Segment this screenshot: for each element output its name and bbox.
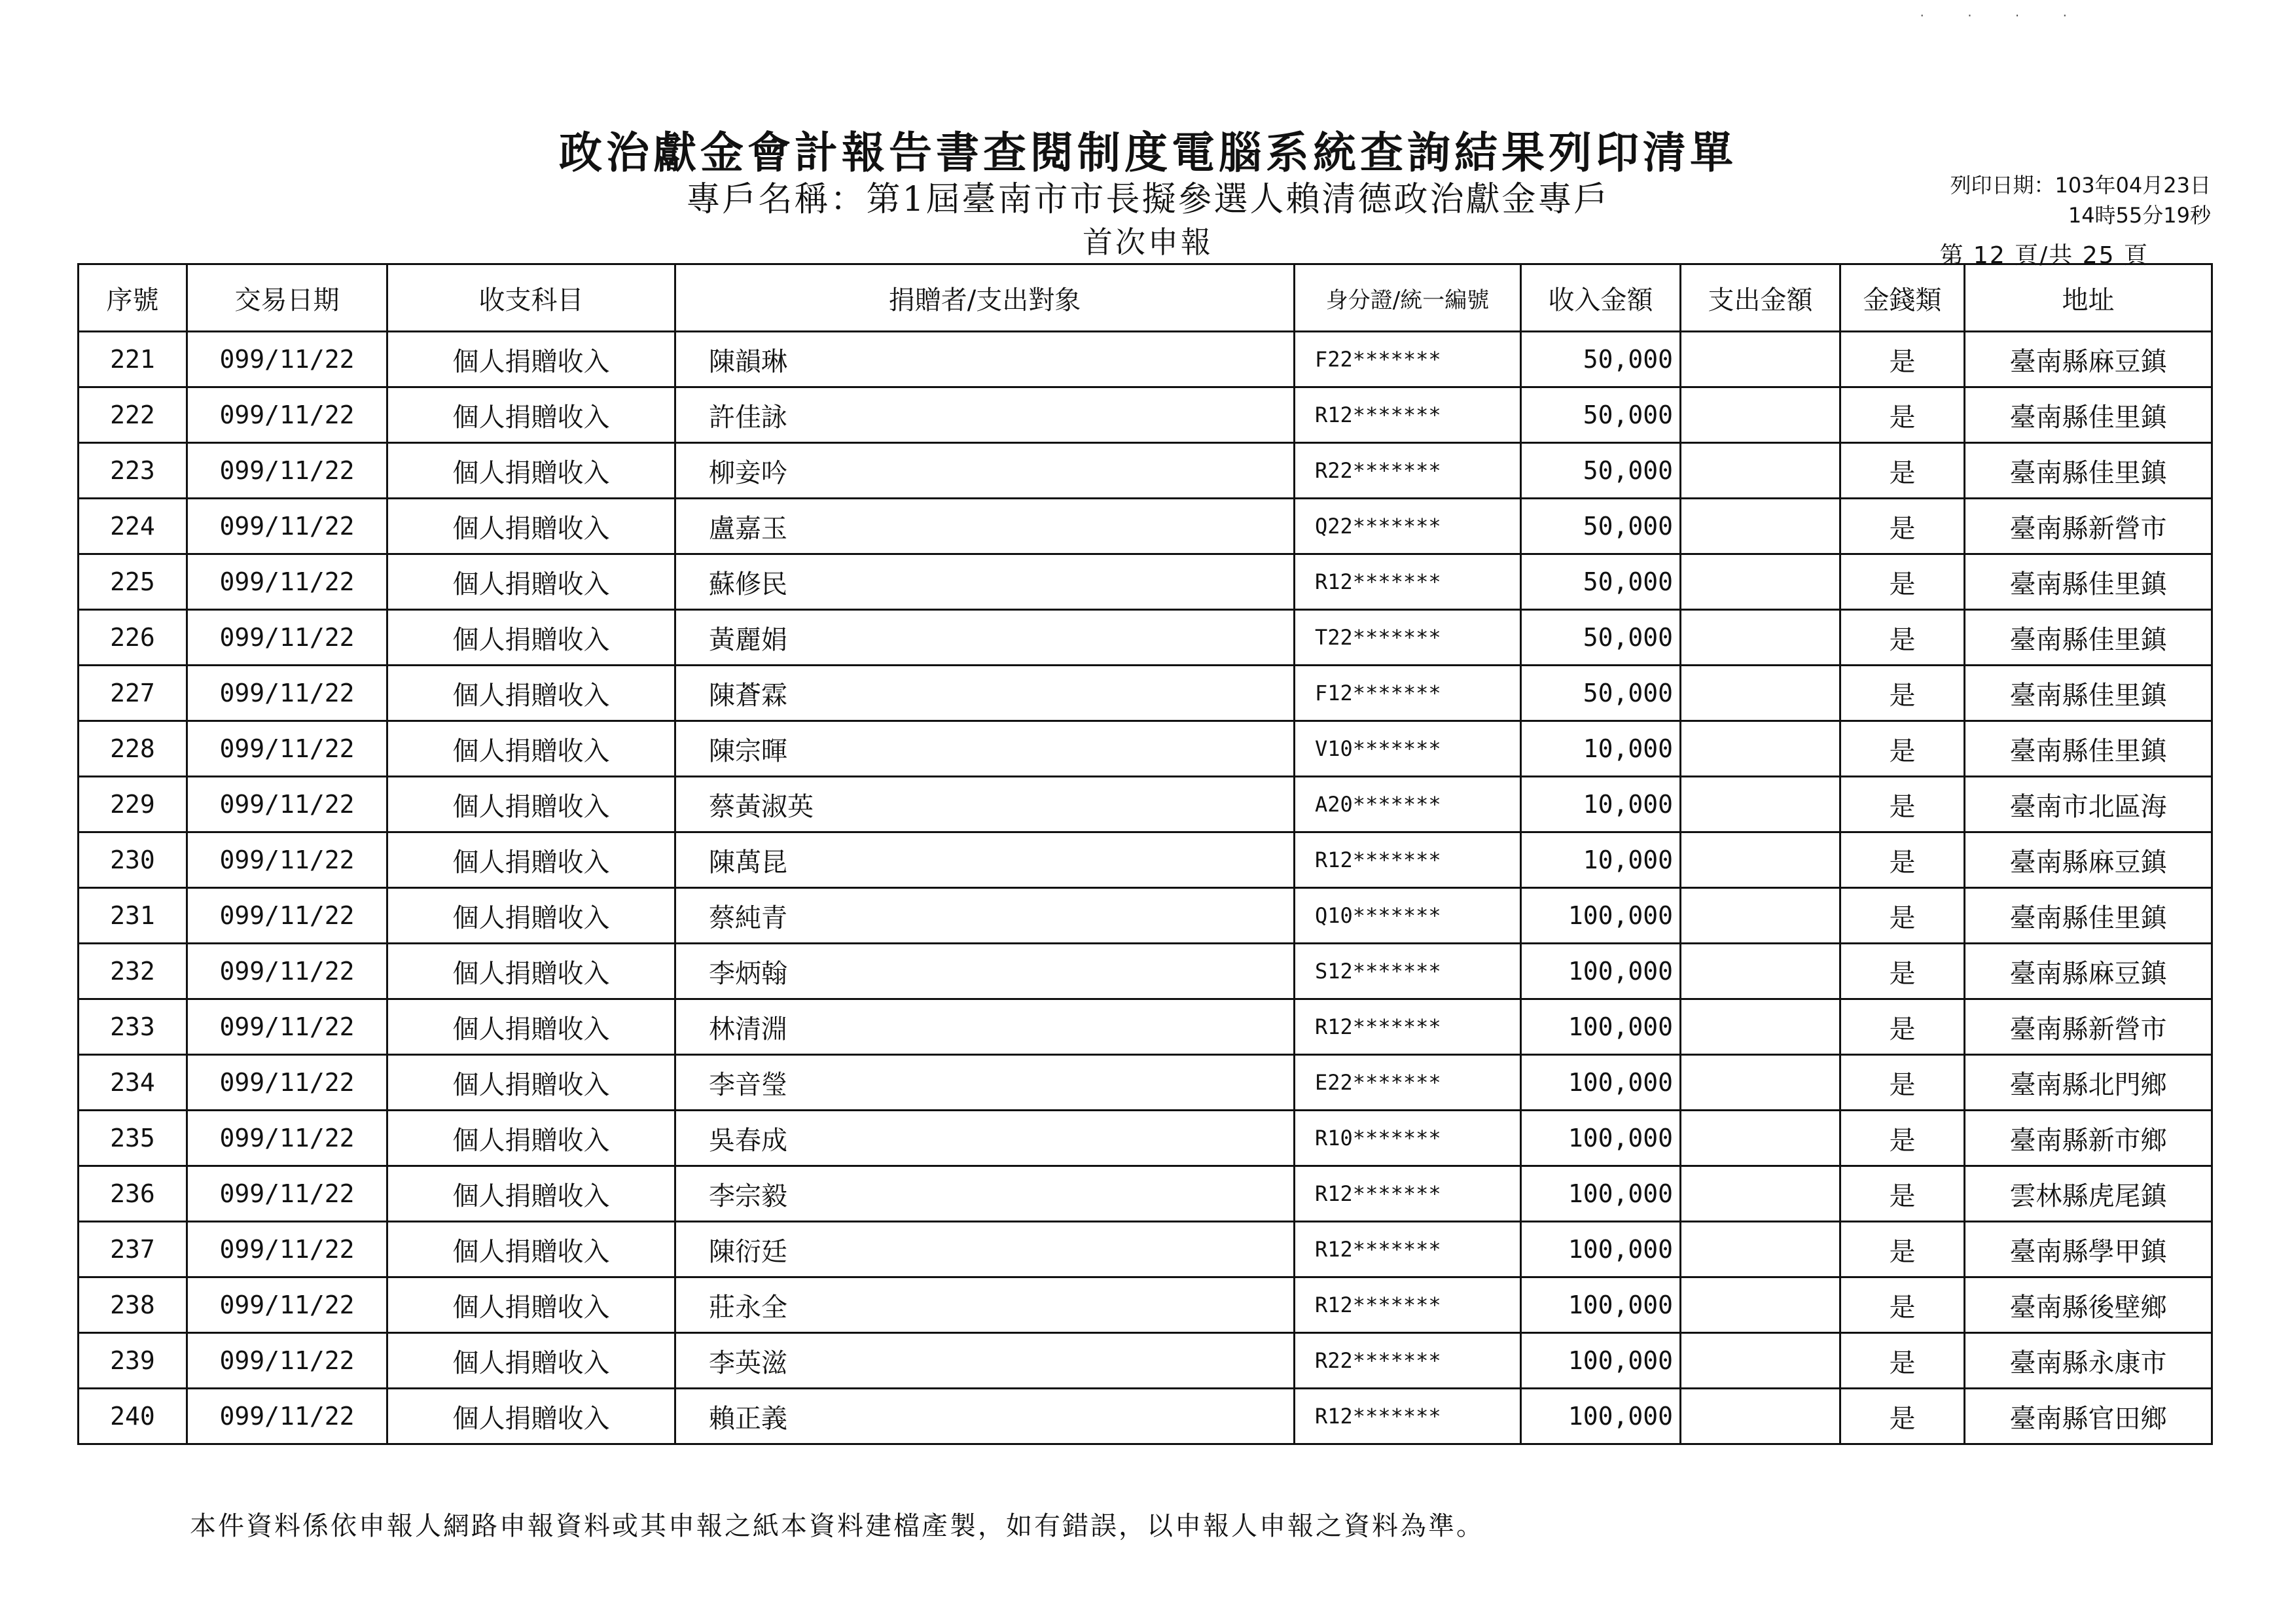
cell-expense [1681, 999, 1840, 1055]
cell-cash: 是 [1840, 721, 1965, 777]
cell-address: 臺南縣北門鄉 [1965, 1055, 2212, 1111]
print-time-line: 14時55分19秒 [2068, 203, 2211, 228]
cell-item: 個人捐贈收入 [387, 443, 675, 499]
cell-expense [1681, 888, 1840, 944]
cell-expense [1681, 832, 1840, 888]
cell-item: 個人捐贈收入 [387, 1111, 675, 1166]
cell-date: 099/11/22 [187, 1222, 387, 1277]
cell-item: 個人捐贈收入 [387, 1277, 675, 1333]
col-header-date: 交易日期 [187, 264, 387, 332]
cell-income: 50,000 [1521, 666, 1681, 721]
cell-cash: 是 [1840, 1333, 1965, 1389]
cell-id: T22******* [1295, 610, 1521, 666]
cell-expense [1681, 610, 1840, 666]
cell-item: 個人捐贈收入 [387, 1166, 675, 1222]
cell-income: 100,000 [1521, 1166, 1681, 1222]
cell-seq: 224 [79, 499, 187, 554]
cell-seq: 223 [79, 443, 187, 499]
cell-cash: 是 [1840, 610, 1965, 666]
cell-income: 50,000 [1521, 332, 1681, 387]
cell-item: 個人捐贈收入 [387, 332, 675, 387]
cell-party: 李英滋 [675, 1333, 1295, 1389]
cell-date: 099/11/22 [187, 666, 387, 721]
col-header-income: 收入金額 [1521, 264, 1681, 332]
cell-address: 臺南縣佳里鎮 [1965, 387, 2212, 443]
cell-expense [1681, 1277, 1840, 1333]
cell-expense [1681, 554, 1840, 610]
col-header-item: 收支科目 [387, 264, 675, 332]
filing-type: 首次申報 [1083, 224, 1213, 260]
cell-expense [1681, 1333, 1840, 1389]
cell-seq: 237 [79, 1222, 187, 1277]
cell-id: Q10******* [1295, 888, 1521, 944]
cell-date: 099/11/22 [187, 999, 387, 1055]
cell-party: 陳韻琳 [675, 332, 1295, 387]
cell-party: 賴正義 [675, 1389, 1295, 1444]
cell-cash: 是 [1840, 1055, 1965, 1111]
cell-item: 個人捐贈收入 [387, 944, 675, 999]
cell-address: 臺南縣官田鄉 [1965, 1389, 2212, 1444]
cell-seq: 235 [79, 1111, 187, 1166]
cell-income: 50,000 [1521, 499, 1681, 554]
cell-party: 蘇修民 [675, 554, 1295, 610]
cell-id: V10******* [1295, 721, 1521, 777]
cell-cash: 是 [1840, 332, 1965, 387]
cell-expense [1681, 332, 1840, 387]
table-row [79, 999, 2212, 1055]
account-name: 專戶名稱：第1屆臺南市市長擬參選人賴清德政治獻金專戶 [686, 180, 1610, 219]
cell-party: 許佳詠 [675, 387, 1295, 443]
cell-date: 099/11/22 [187, 721, 387, 777]
table-row [79, 1055, 2212, 1111]
cell-id: A20******* [1295, 777, 1521, 832]
cell-income: 50,000 [1521, 610, 1681, 666]
cell-seq: 239 [79, 1333, 187, 1389]
cell-cash: 是 [1840, 832, 1965, 888]
cell-cash: 是 [1840, 777, 1965, 832]
cell-party: 李炳翰 [675, 944, 1295, 999]
cell-seq: 230 [79, 832, 187, 888]
cell-party: 陳萬昆 [675, 832, 1295, 888]
cell-income: 100,000 [1521, 1333, 1681, 1389]
cell-address: 臺南縣學甲鎮 [1965, 1222, 2212, 1277]
cell-item: 個人捐贈收入 [387, 888, 675, 944]
cell-address: 臺南縣新營市 [1965, 499, 2212, 554]
cell-date: 099/11/22 [187, 1333, 387, 1389]
cell-seq: 226 [79, 610, 187, 666]
cell-date: 099/11/22 [187, 832, 387, 888]
cell-income: 50,000 [1521, 387, 1681, 443]
cell-date: 099/11/22 [187, 332, 387, 387]
cell-id: R12******* [1295, 832, 1521, 888]
table-header-row [79, 264, 2212, 332]
cell-income: 10,000 [1521, 721, 1681, 777]
cell-seq: 231 [79, 888, 187, 944]
cell-id: R12******* [1295, 999, 1521, 1055]
cell-cash: 是 [1840, 1222, 1965, 1277]
cell-expense [1681, 1222, 1840, 1277]
cell-income: 100,000 [1521, 1389, 1681, 1444]
cell-address: 雲林縣虎尾鎮 [1965, 1166, 2212, 1222]
cell-income: 100,000 [1521, 1111, 1681, 1166]
col-header-cash: 金錢類 [1840, 264, 1965, 332]
cell-date: 099/11/22 [187, 387, 387, 443]
cell-date: 099/11/22 [187, 554, 387, 610]
table-row [79, 1389, 2212, 1444]
table-row [79, 443, 2212, 499]
page-indicator: 第 12 頁/共 25 頁 [1939, 242, 2149, 269]
cell-item: 個人捐贈收入 [387, 721, 675, 777]
cell-address: 臺南縣佳里鎮 [1965, 554, 2212, 610]
table-row [79, 1333, 2212, 1389]
cell-address: 臺南縣佳里鎮 [1965, 443, 2212, 499]
cell-cash: 是 [1840, 666, 1965, 721]
table-body [79, 332, 2212, 1444]
cell-id: R12******* [1295, 387, 1521, 443]
cell-party: 盧嘉玉 [675, 499, 1295, 554]
cell-seq: 229 [79, 777, 187, 832]
table-row [79, 1277, 2212, 1333]
cell-item: 個人捐贈收入 [387, 1222, 675, 1277]
cell-seq: 233 [79, 999, 187, 1055]
cell-item: 個人捐贈收入 [387, 387, 675, 443]
cell-item: 個人捐贈收入 [387, 666, 675, 721]
cell-income: 100,000 [1521, 999, 1681, 1055]
cell-id: F22******* [1295, 332, 1521, 387]
table-row [79, 944, 2212, 999]
table-row [79, 499, 2212, 554]
cell-expense [1681, 443, 1840, 499]
table-row [79, 1222, 2212, 1277]
cell-address: 臺南縣新市鄉 [1965, 1111, 2212, 1166]
col-header-id: 身分證/統一編號 [1295, 264, 1521, 332]
cell-party: 柳妾吟 [675, 443, 1295, 499]
cell-id: F12******* [1295, 666, 1521, 721]
cell-expense [1681, 1166, 1840, 1222]
scan-specks: · · · · [1920, 8, 2087, 24]
cell-date: 099/11/22 [187, 1166, 387, 1222]
cell-seq: 221 [79, 332, 187, 387]
cell-item: 個人捐贈收入 [387, 610, 675, 666]
cell-party: 陳蒼霖 [675, 666, 1295, 721]
table-row [79, 721, 2212, 777]
cell-date: 099/11/22 [187, 610, 387, 666]
cell-income: 100,000 [1521, 1055, 1681, 1111]
cell-party: 陳宗暉 [675, 721, 1295, 777]
cell-cash: 是 [1840, 387, 1965, 443]
cell-id: R22******* [1295, 1333, 1521, 1389]
cell-cash: 是 [1840, 944, 1965, 999]
cell-income: 100,000 [1521, 944, 1681, 999]
cell-cash: 是 [1840, 443, 1965, 499]
page-title: 政治獻金會計報告書查閱制度電腦系統查詢結果列印清單 [559, 127, 1737, 178]
cell-item: 個人捐贈收入 [387, 1055, 675, 1111]
cell-expense [1681, 1389, 1840, 1444]
cell-address: 臺南市北區海 [1965, 777, 2212, 832]
col-header-address: 地址 [1965, 264, 2212, 332]
cell-cash: 是 [1840, 888, 1965, 944]
cell-expense [1681, 387, 1840, 443]
cell-id: E22******* [1295, 1055, 1521, 1111]
cell-expense [1681, 1111, 1840, 1166]
cell-expense [1681, 944, 1840, 999]
cell-expense [1681, 499, 1840, 554]
cell-expense [1681, 721, 1840, 777]
cell-date: 099/11/22 [187, 944, 387, 999]
cell-cash: 是 [1840, 1389, 1965, 1444]
table-row [79, 1166, 2212, 1222]
cell-id: R22******* [1295, 443, 1521, 499]
col-header-seq: 序號 [79, 264, 187, 332]
cell-party: 蔡黃淑英 [675, 777, 1295, 832]
cell-date: 099/11/22 [187, 499, 387, 554]
table-row [79, 332, 2212, 387]
cell-item: 個人捐贈收入 [387, 832, 675, 888]
cell-id: R12******* [1295, 1389, 1521, 1444]
cell-expense [1681, 666, 1840, 721]
donation-ledger-table [77, 263, 2213, 1445]
cell-seq: 234 [79, 1055, 187, 1111]
cell-item: 個人捐贈收入 [387, 499, 675, 554]
cell-address: 臺南縣新營市 [1965, 999, 2212, 1055]
cell-address: 臺南縣後壁鄉 [1965, 1277, 2212, 1333]
cell-id: R12******* [1295, 554, 1521, 610]
cell-id: R10******* [1295, 1111, 1521, 1166]
table-row [79, 610, 2212, 666]
cell-id: R12******* [1295, 1222, 1521, 1277]
cell-income: 100,000 [1521, 1277, 1681, 1333]
cell-income: 100,000 [1521, 888, 1681, 944]
cell-date: 099/11/22 [187, 1389, 387, 1444]
cell-item: 個人捐贈收入 [387, 777, 675, 832]
cell-cash: 是 [1840, 499, 1965, 554]
cell-address: 臺南縣佳里鎮 [1965, 610, 2212, 666]
cell-date: 099/11/22 [187, 777, 387, 832]
cell-date: 099/11/22 [187, 888, 387, 944]
cell-date: 099/11/22 [187, 1277, 387, 1333]
footer-disclaimer: 本件資料係依申報人網路申報資料或其申報之紙本資料建檔產製，如有錯誤，以申報人申報之資料為準。 [190, 1511, 1484, 1541]
cell-party: 林清淵 [675, 999, 1295, 1055]
cell-id: R12******* [1295, 1277, 1521, 1333]
cell-party: 蔡純青 [675, 888, 1295, 944]
table-row [79, 1111, 2212, 1166]
cell-address: 臺南縣佳里鎮 [1965, 721, 2212, 777]
table-row [79, 888, 2212, 944]
print-date [1950, 170, 2211, 230]
table-row [79, 387, 2212, 443]
cell-party: 莊永全 [675, 1277, 1295, 1333]
table-row [79, 666, 2212, 721]
cell-seq: 238 [79, 1277, 187, 1333]
cell-seq: 240 [79, 1389, 187, 1444]
cell-address: 臺南縣麻豆鎮 [1965, 832, 2212, 888]
cell-seq: 225 [79, 554, 187, 610]
cell-id: S12******* [1295, 944, 1521, 999]
cell-date: 099/11/22 [187, 1055, 387, 1111]
cell-party: 吳春成 [675, 1111, 1295, 1166]
cell-expense [1681, 777, 1840, 832]
cell-cash: 是 [1840, 1166, 1965, 1222]
cell-item: 個人捐贈收入 [387, 999, 675, 1055]
cell-income: 100,000 [1521, 1222, 1681, 1277]
cell-seq: 222 [79, 387, 187, 443]
cell-date: 099/11/22 [187, 1111, 387, 1166]
print-date-line: 列印日期：103年04月23日 [1950, 173, 2211, 198]
cell-income: 10,000 [1521, 777, 1681, 832]
cell-cash: 是 [1840, 1111, 1965, 1166]
cell-id: R12******* [1295, 1166, 1521, 1222]
cell-date: 099/11/22 [187, 443, 387, 499]
cell-seq: 236 [79, 1166, 187, 1222]
cell-party: 李宗毅 [675, 1166, 1295, 1222]
cell-address: 臺南縣佳里鎮 [1965, 666, 2212, 721]
col-header-party: 捐贈者/支出對象 [675, 264, 1295, 332]
cell-party: 陳衍廷 [675, 1222, 1295, 1277]
cell-income: 10,000 [1521, 832, 1681, 888]
cell-seq: 227 [79, 666, 187, 721]
cell-seq: 228 [79, 721, 187, 777]
cell-expense [1681, 1055, 1840, 1111]
cell-cash: 是 [1840, 1277, 1965, 1333]
cell-item: 個人捐贈收入 [387, 554, 675, 610]
cell-party: 黃麗娟 [675, 610, 1295, 666]
cell-cash: 是 [1840, 999, 1965, 1055]
cell-address: 臺南縣麻豆鎮 [1965, 944, 2212, 999]
cell-income: 50,000 [1521, 554, 1681, 610]
cell-address: 臺南縣麻豆鎮 [1965, 332, 2212, 387]
cell-cash: 是 [1840, 554, 1965, 610]
cell-address: 臺南縣佳里鎮 [1965, 888, 2212, 944]
cell-income: 50,000 [1521, 443, 1681, 499]
cell-item: 個人捐贈收入 [387, 1333, 675, 1389]
table-row [79, 777, 2212, 832]
table-row [79, 554, 2212, 610]
cell-seq: 232 [79, 944, 187, 999]
col-header-expense: 支出金額 [1681, 264, 1840, 332]
table-row [79, 832, 2212, 888]
cell-party: 李音瑩 [675, 1055, 1295, 1111]
cell-id: Q22******* [1295, 499, 1521, 554]
cell-item: 個人捐贈收入 [387, 1389, 675, 1444]
cell-address: 臺南縣永康市 [1965, 1333, 2212, 1389]
